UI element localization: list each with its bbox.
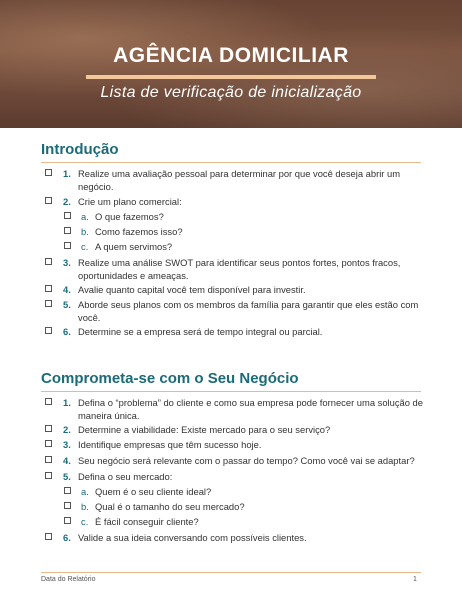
checkbox[interactable] — [45, 169, 52, 176]
checkbox[interactable] — [45, 327, 52, 334]
checkbox[interactable] — [64, 242, 71, 249]
checkbox[interactable] — [45, 197, 52, 204]
section-title-comprometa: Comprometa-se com o Seu Negócio — [41, 370, 299, 387]
checkbox[interactable] — [45, 533, 52, 540]
checkbox[interactable] — [64, 502, 71, 509]
checkbox[interactable] — [64, 212, 71, 219]
page-subtitle: Lista de verificação de inicialização — [100, 84, 362, 101]
page-title: AGÊNCIA DOMICILIAR — [113, 44, 349, 67]
title-underline — [86, 75, 376, 79]
footer-page-number: 1 — [413, 576, 417, 583]
checkbox[interactable] — [64, 227, 71, 234]
header-banner — [0, 0, 462, 128]
footer-divider — [41, 572, 421, 573]
section-title-introducao: Introdução — [41, 141, 119, 158]
checkbox[interactable] — [45, 425, 52, 432]
checkbox[interactable] — [45, 258, 52, 265]
checkbox[interactable] — [45, 472, 52, 479]
checkbox[interactable] — [45, 285, 52, 292]
section-divider — [41, 391, 421, 392]
footer-report-date: Data do Relatório — [41, 576, 96, 583]
checkbox[interactable] — [64, 517, 71, 524]
section-divider — [41, 162, 421, 163]
checkbox[interactable] — [45, 300, 52, 307]
checkbox[interactable] — [45, 456, 52, 463]
checkbox[interactable] — [45, 440, 52, 447]
checkbox[interactable] — [45, 398, 52, 405]
checkbox[interactable] — [64, 487, 71, 494]
